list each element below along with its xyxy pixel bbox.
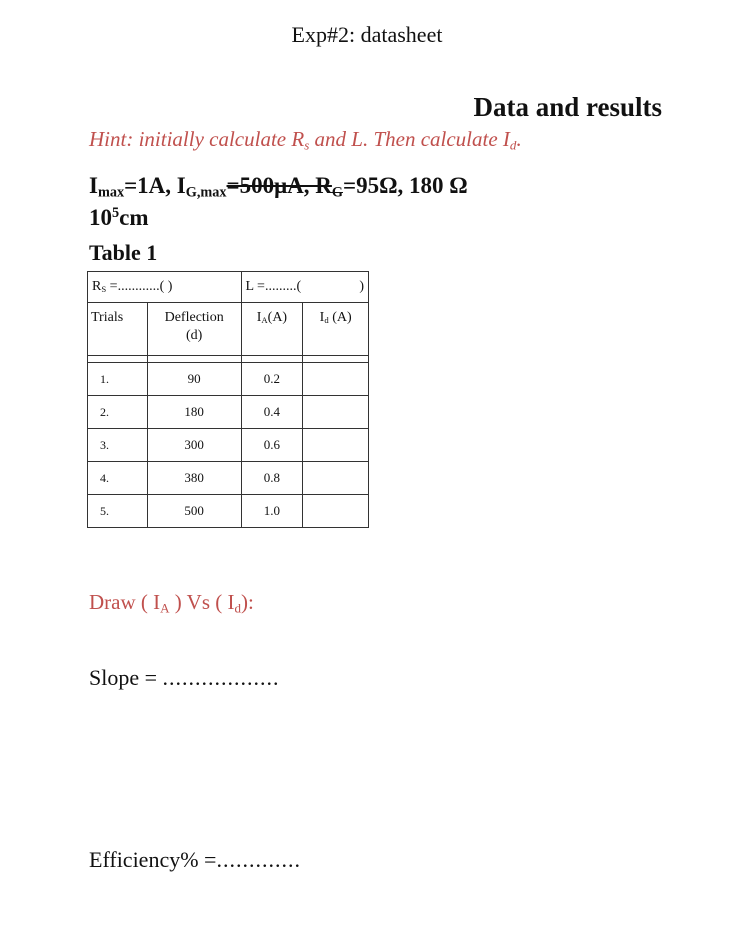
slope-field[interactable]	[89, 665, 280, 691]
rs-sub: S	[101, 284, 107, 295]
hint-after: .	[516, 127, 522, 151]
header-ia-sub: A	[261, 315, 268, 326]
param-length-base: 10	[89, 205, 112, 230]
deflection-value: 380	[147, 462, 241, 495]
id-value-cell[interactable]	[303, 429, 369, 462]
hint-sub-d: d	[509, 137, 517, 153]
slope-label: Slope =	[89, 665, 163, 690]
header-ia-main: I	[256, 310, 262, 325]
param-rest: =95Ω, 180 Ω	[343, 173, 468, 198]
draw-pre: Draw ( I	[89, 590, 161, 614]
param-rg-sub: G	[331, 184, 343, 201]
hint-text	[89, 127, 522, 152]
hint-middle: and L. Then calculate I	[309, 127, 510, 151]
param-ig: =1A, I	[124, 173, 186, 198]
ia-value: 0.4	[241, 396, 303, 429]
trial-number: 4.	[88, 462, 148, 495]
efficiency-field[interactable]	[89, 847, 301, 873]
deflection-value: 180	[147, 396, 241, 429]
table-row	[88, 396, 369, 429]
section-heading: Data and results	[473, 92, 662, 122]
param-i-sub: max	[97, 184, 125, 201]
params-line-1	[89, 170, 468, 202]
trial-number: 3.	[88, 429, 148, 462]
params-line-2	[89, 202, 468, 234]
efficiency-label: Efficiency% =	[89, 847, 217, 872]
id-value-cell[interactable]	[303, 396, 369, 429]
slope-blank: ..................	[162, 665, 280, 690]
draw-sub-a: A	[160, 600, 170, 616]
draw-post: ):	[241, 590, 254, 614]
header-id-main: I	[319, 310, 325, 325]
header-ia	[241, 303, 303, 356]
id-value-cell[interactable]	[303, 363, 369, 396]
trial-number: 2.	[88, 396, 148, 429]
given-parameters	[89, 170, 468, 234]
ia-value: 0.8	[241, 462, 303, 495]
table-label: Table 1	[89, 240, 158, 265]
param-length-exp: 5	[112, 205, 120, 222]
table-row	[88, 462, 369, 495]
param-ig-sub: G,max	[185, 184, 227, 201]
header-id-unit: (A)	[328, 310, 352, 325]
document-title: Exp#2: datasheet	[291, 22, 443, 47]
deflection-value: 500	[147, 495, 241, 528]
hint-sub-s: s	[304, 137, 310, 153]
deflection-value: 90	[147, 363, 241, 396]
table-row	[88, 363, 369, 396]
table-spacer-row	[88, 356, 369, 363]
rs-value: =............( )	[106, 279, 173, 294]
header-deflection	[147, 303, 241, 356]
hint-before: Hint: initially calculate R	[89, 127, 305, 151]
ia-value: 0.2	[241, 363, 303, 396]
table-info-row	[88, 272, 369, 303]
id-value-cell[interactable]	[303, 462, 369, 495]
header-trials: Trials	[88, 303, 148, 356]
table-row	[88, 429, 369, 462]
header-id	[303, 303, 369, 356]
header-ia-unit: (A)	[267, 310, 288, 325]
param-rg: =500μA, R	[226, 173, 332, 198]
ia-value: 1.0	[241, 495, 303, 528]
trial-number: 5.	[88, 495, 148, 528]
table-header-row	[88, 303, 369, 356]
draw-instruction	[89, 590, 254, 615]
id-value-cell[interactable]	[303, 495, 369, 528]
trial-number: 1.	[88, 363, 148, 396]
data-table	[87, 271, 369, 528]
l-label: L =.........(	[245, 279, 302, 294]
deflection-value: 300	[147, 429, 241, 462]
header-id-sub: d	[324, 315, 329, 326]
draw-mid: ) Vs ( I	[169, 590, 235, 614]
rs-label: R	[92, 279, 102, 294]
l-cell[interactable]	[241, 272, 368, 303]
header-deflection-unit: (d)	[185, 328, 203, 343]
ia-value: 0.6	[241, 429, 303, 462]
efficiency-blank: .............	[216, 847, 301, 872]
param-i: I	[89, 173, 98, 198]
l-close: )	[359, 279, 364, 294]
param-length-unit: cm	[119, 205, 149, 230]
table-row	[88, 495, 369, 528]
draw-sub-d: d	[234, 600, 242, 616]
header-deflection-label: Deflection	[164, 310, 224, 325]
rs-cell[interactable]	[88, 272, 242, 303]
